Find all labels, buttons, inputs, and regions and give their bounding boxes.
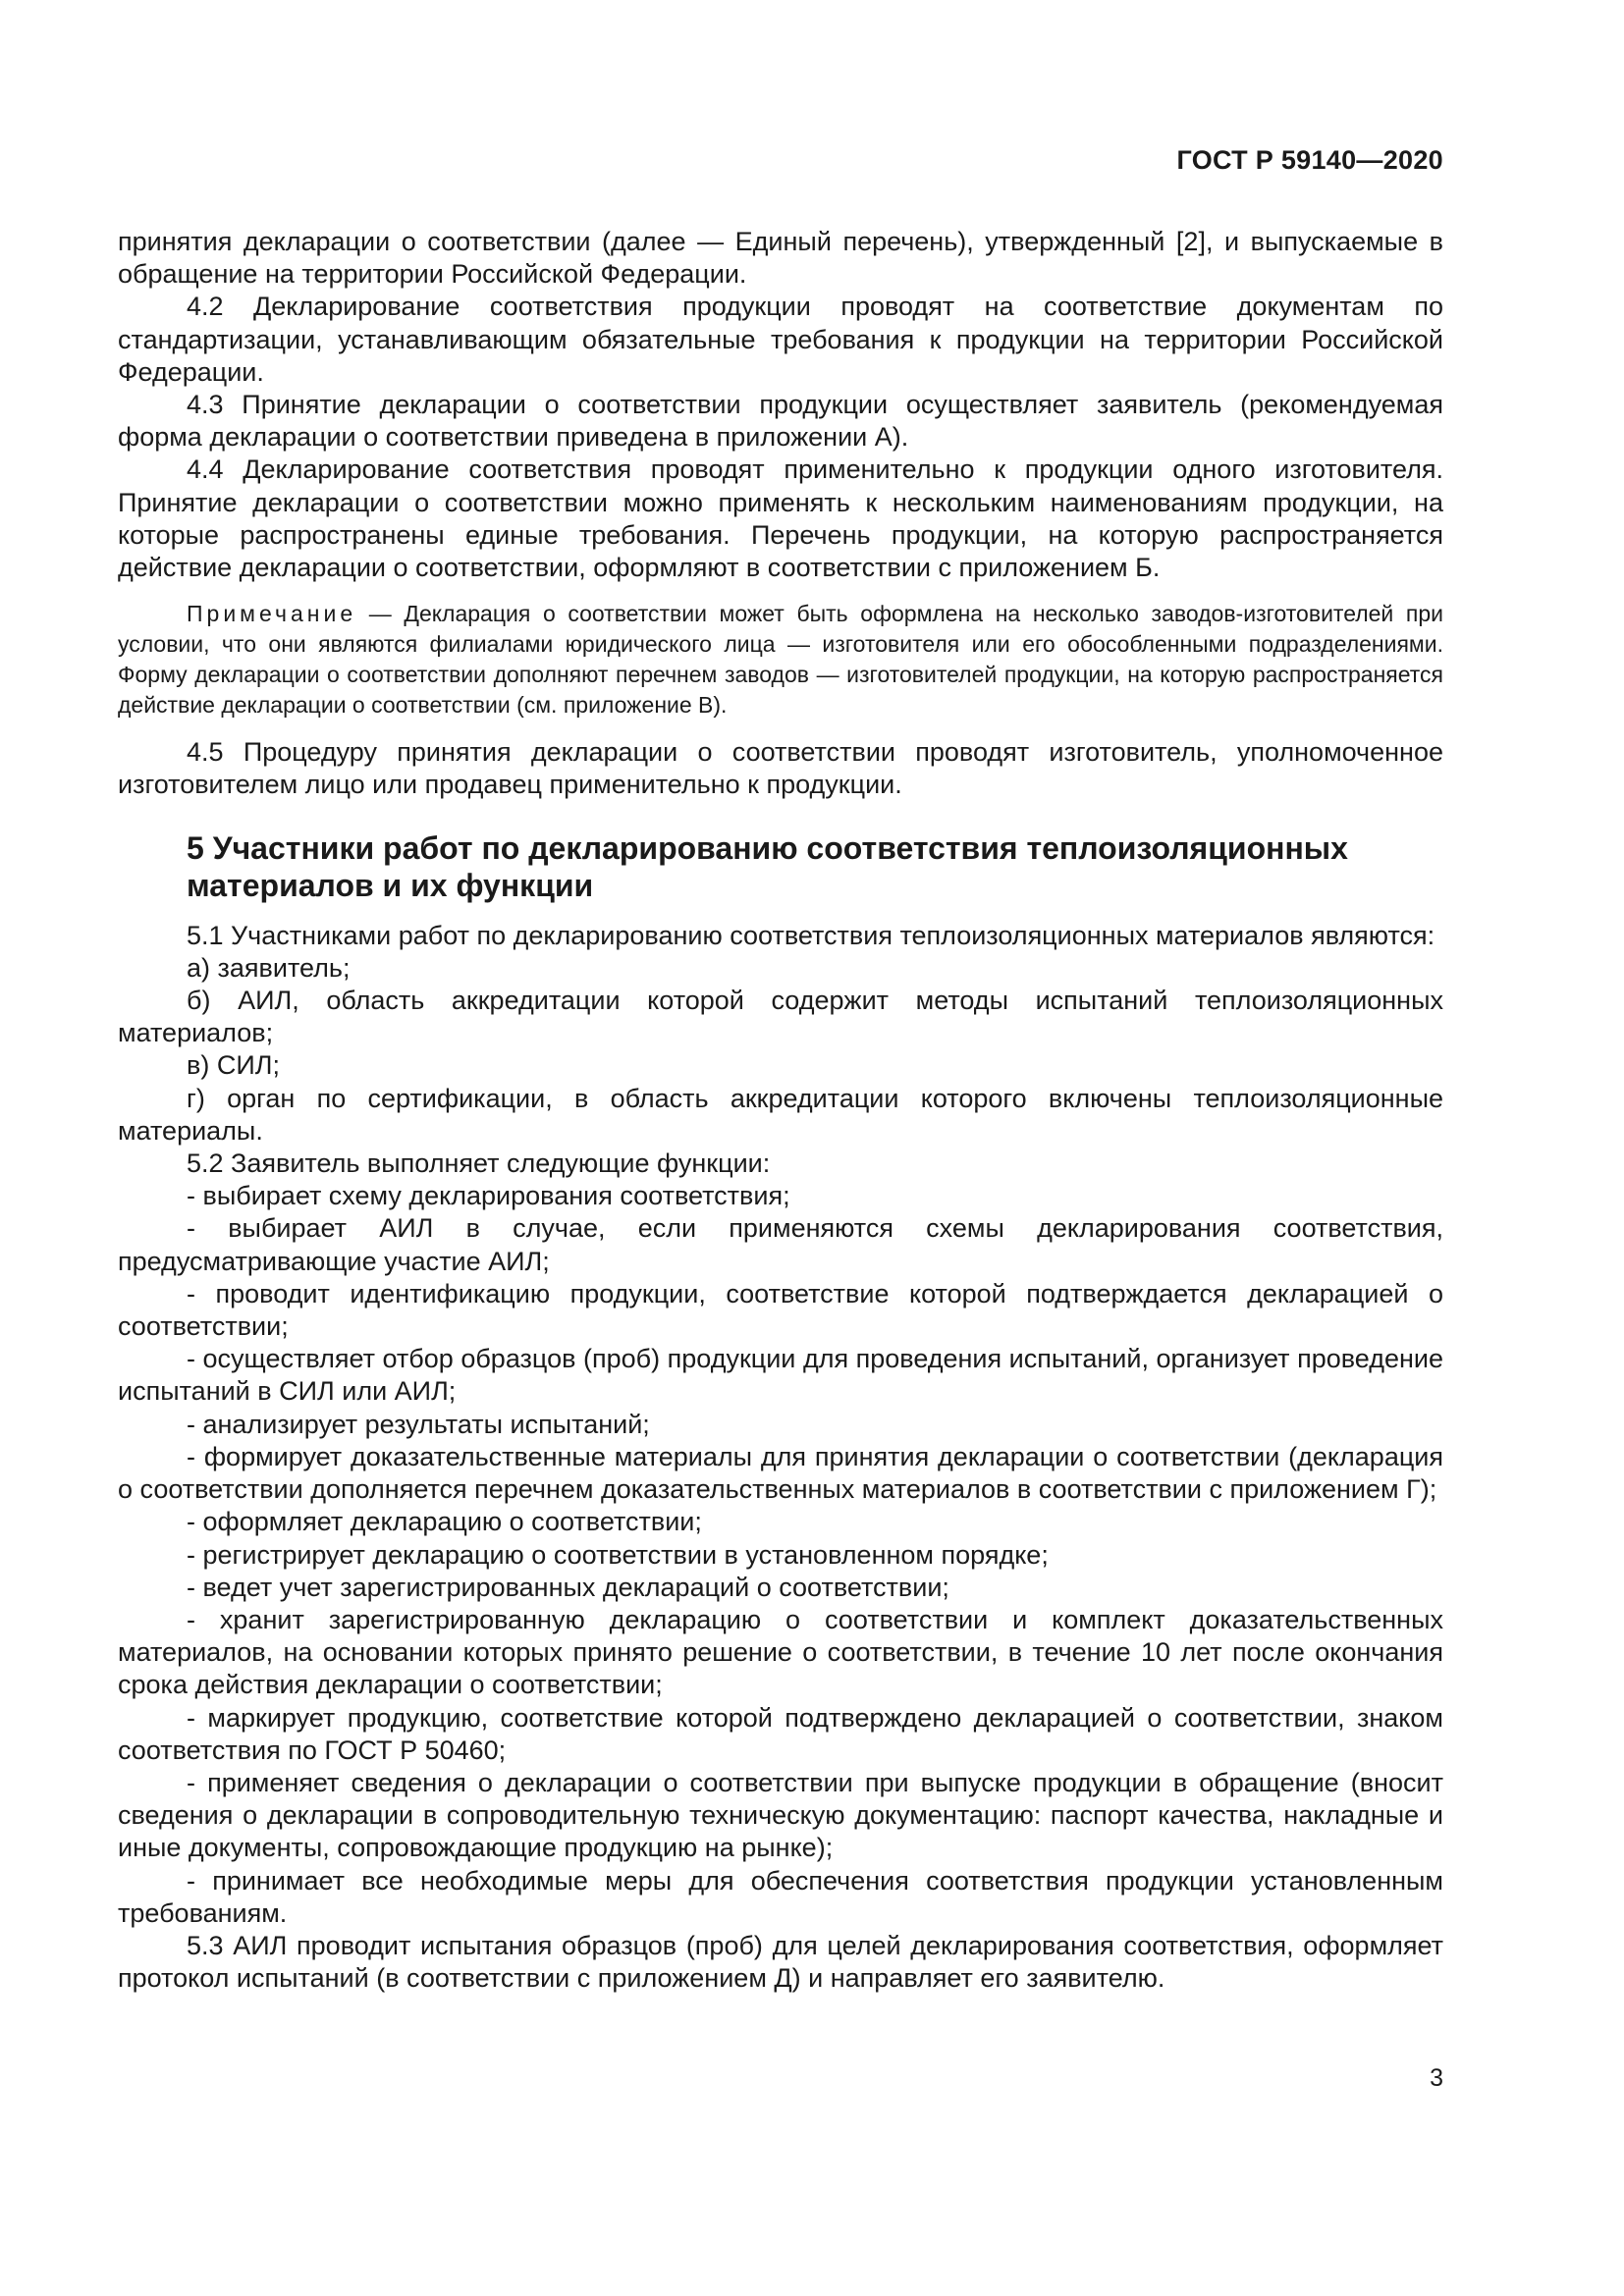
paragraph-5-2: 5.2 Заявитель выполняет следующие функции: [187, 1148, 771, 1179]
function-item: - хранит зарегистрированную декларацию о соответствии и комплект доказательственных материалов, на основании которых принято решение о соответствии, в течение 10 лет после окончания срока действия декларации о соответствии; [118, 1604, 1443, 1700]
note-text: — Декларация о соответствии может быть оформлена на несколько заводов-изготовителей при условии, что они являются филиалами юридического лица — изготовителя или его обособленными подразделениями. Форму декларации о соответствии дополняют перечнем заводов — изготовителей продукции, на которую распространяется действие декларации о соответствии (см. приложение В). [118, 601, 1443, 719]
function-item: - оформляет декларацию о соответствии; [187, 1507, 702, 1537]
paragraph-4-5: 4.5 Процедуру принятия декларации о соответствии проводят изготовитель, уполномоченное изготовителем лицо или продавец применительно к продукции. [118, 737, 1443, 800]
paragraph-continuation: принятия декларации о соответствии (далее — Единый перечень), утвержденный [2], и выпускаемые в обращение на территории Российской Федерации. [118, 227, 1443, 290]
paragraph-4-3: 4.3 Принятие декларации о соответствии продукции осуществляет заявитель (рекомендуемая форма декларации о соответствии приведена в приложении А). [118, 390, 1443, 453]
page-number: 3 [1430, 2064, 1443, 2092]
body-text [118, 226, 1443, 1995]
function-item: - регистрирует декларацию о соответствии в установленном порядке; [187, 1539, 1049, 1570]
paragraph-4-2: 4.2 Декларирование соответствия продукции проводят на соответствие документам по стандартизации, устанавливающим обязательные требования к продукции на территории Российской Федерации. [118, 292, 1443, 387]
function-item: - осуществляет отбор образцов (проб) продукции для проведения испытаний, организует проведение испытаний в СИЛ или АИЛ; [118, 1344, 1443, 1407]
participant-item: в) СИЛ; [187, 1050, 280, 1081]
paragraph-5-3: 5.3 АИЛ проводит испытания образцов (проб) для целей декларирования соответствия, оформляет протокол испытаний (в соответствии с приложением Д) и направляет его заявителю. [118, 1930, 1443, 1994]
section-5-title: 5 Участники работ по декларированию соответствия теплоизоляционных материалов и их функции [187, 829, 1348, 903]
function-item: - ведет учет зарегистрированных деклараций о соответствии; [187, 1572, 949, 1602]
paragraph-5-1: 5.1 Участниками работ по декларированию соответствия теплоизоляционных материалов являются: [187, 920, 1435, 950]
note-label: Примечание [187, 601, 357, 627]
function-item: - анализирует результаты испытаний; [187, 1409, 650, 1439]
participant-item: г) орган по сертификации, в область аккредитации которого включены теплоизоляционные материалы. [118, 1083, 1443, 1146]
function-item: - выбирает АИЛ в случае, если применяются схемы декларирования соответствия, предусматривающие участие АИЛ; [118, 1213, 1443, 1276]
function-item: - принимает все необходимые меры для обеспечения соответствия продукции установленным требованиям. [118, 1865, 1443, 1928]
document-header: ГОСТ Р 59140—2020 [1176, 145, 1443, 175]
function-item: - формирует доказательственные материалы для принятия декларации о соответствии (декларация о соответствии дополняется перечнем доказательственных материалов в соответствии с приложением Г); [118, 1441, 1443, 1505]
function-item: - маркирует продукцию, соответствие которой подтверждено декларацией о соответствии, знаком соответствия по ГОСТ Р 50460; [118, 1702, 1443, 1765]
function-item: - применяет сведения о декларации о соответствии при выпуске продукции в обращение (вносит сведения о декларации в сопроводительную техническую документацию: паспорт качества, накладные и иные документы, сопровождающие продукцию на рынке); [118, 1767, 1443, 1863]
paragraph-4-4: 4.4 Декларирование соответствия проводят применительно к продукции одного изготовителя. Принятие декларации о соответствии можно применять к нескольким наименованиям продукции, на которые распространены единые требования. Перечень продукции, на которую распространяется действие декларации о соответствии, оформляют в соответствии с приложением Б. [118, 454, 1443, 583]
function-item: - выбирает схему декларирования соответствия; [187, 1181, 790, 1211]
note [118, 599, 1443, 721]
participant-item: а) заявитель; [187, 952, 351, 983]
participant-item: б) АИЛ, область аккредитации которой содержит методы испытаний теплоизоляционных материалов; [118, 986, 1443, 1048]
function-item: - проводит идентификацию продукции, соответствие которой подтверждается декларацией о соответствии; [118, 1278, 1443, 1342]
